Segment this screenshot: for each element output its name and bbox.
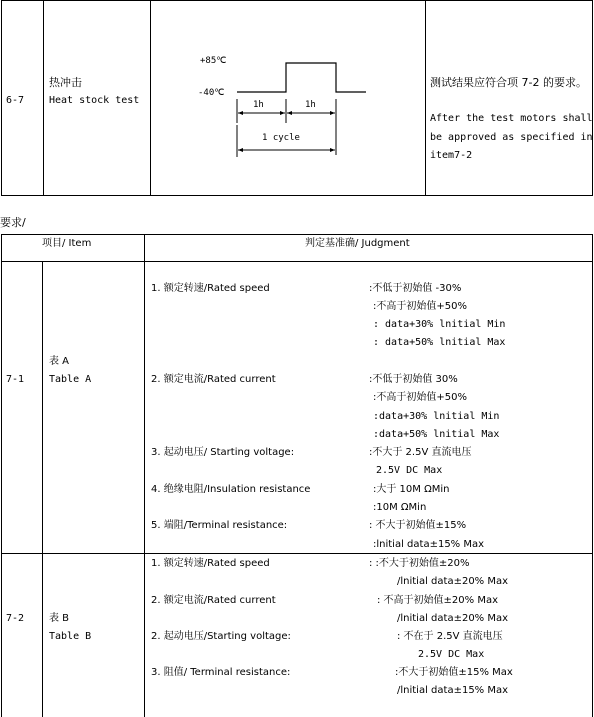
header-judgment: 判定基准确/ Judgment [305, 238, 410, 249]
requirement-en-line-1: After the test motors shall [430, 113, 593, 124]
test-name-cn: 热冲击 [49, 76, 82, 89]
criterion-label: 5. 端阻/Terminal resistance: [151, 520, 288, 531]
row-table-en: Table A [49, 374, 92, 385]
row-id: 7-1 [6, 374, 25, 385]
header-item: 项目/ Item [42, 238, 92, 249]
criterion-line: :不高于初始值+50% [373, 301, 467, 312]
criterion-line: :不低于初始值 -30% [369, 283, 462, 294]
column-divider [43, 1, 44, 195]
temp-high-label: +85℃ [200, 56, 227, 66]
criterion-line: /lnitial data±20% Max [397, 613, 509, 624]
row-table-cn: 表 B [49, 613, 70, 624]
interval-1-label: 1h [253, 100, 264, 110]
criterion-line: : 不在于 2.5V 直流电压 [397, 631, 503, 642]
interval-2-label: 1h [305, 100, 316, 110]
criterion-label: 2. 起动电压/Starting voltage: [151, 631, 291, 642]
criterion-line: :不大于 2.5V 直流电压 [369, 447, 472, 458]
requirement-en-line-2: be approved as specified in [430, 132, 593, 143]
criterion-line: : data+50% lnitial Max [373, 337, 506, 348]
criterion-label: 3. 起动电压/ Starting voltage: [151, 447, 295, 458]
criterion-line: :不低于初始值 30% [369, 374, 458, 385]
test-name-en: Heat stock test [49, 95, 140, 106]
column-divider [425, 1, 426, 195]
criterion-line: : :不大于初始值±20% [369, 558, 470, 569]
column-divider [150, 1, 151, 195]
row-table-en: Table B [49, 631, 92, 642]
column-divider [144, 234, 145, 717]
criterion-line: :不高于初始值+50% [373, 392, 467, 403]
temp-low-label: -40℃ [198, 88, 225, 98]
test-id: 6-7 [6, 95, 25, 106]
criterion-line: 2.5V DC Max [376, 465, 443, 476]
criterion-line: /lnitial data±20% Max [397, 576, 509, 587]
criterion-line: :lnitial data±15% Max [373, 539, 485, 550]
header-divider [1, 261, 593, 262]
criterion-label: 1. 额定转速/Rated speed [151, 283, 270, 294]
row-table-cn: 表 A [49, 356, 70, 367]
criterion-line: :10M ΩMin [373, 502, 427, 513]
criterion-line: /lnitial data±15% Max [397, 685, 509, 696]
criterion-label: 2. 额定电流/Rated current [151, 374, 276, 385]
requirement-cn: 测试结果应符合项 7-2 的要求。 [430, 76, 587, 89]
criterion-label: 3. 阻值/ Terminal resistance: [151, 667, 291, 678]
column-divider [42, 262, 43, 717]
row-id: 7-2 [6, 613, 25, 624]
criterion-line: : 不高于初始值±20% Max [377, 595, 499, 606]
criterion-line: :不大于初始值±15% Max [395, 667, 513, 678]
criterion-line: : data+30% lnitial Min [373, 319, 506, 330]
criterion-label: 2. 额定电流/Rated current [151, 595, 276, 606]
cycle-label: 1 cycle [262, 133, 300, 143]
criterion-line: :data+30% lnitial Min [373, 411, 500, 422]
criterion-line: :大于 10M ΩMin [373, 484, 450, 495]
criterion-line: : 不大于初始值±15% [369, 520, 467, 531]
row-divider [1, 553, 593, 554]
criterion-label: 4. 绝缘电阻/Insulation resistance [151, 484, 311, 495]
criterion-line: 2.5V DC Max [418, 649, 485, 660]
criterion-label: 1. 额定转速/Rated speed [151, 558, 270, 569]
criterion-line: :data+50% lnitial Max [373, 429, 500, 440]
section-label: 要求/ [0, 216, 26, 229]
requirement-en-line-3: item7-2 [430, 150, 473, 161]
